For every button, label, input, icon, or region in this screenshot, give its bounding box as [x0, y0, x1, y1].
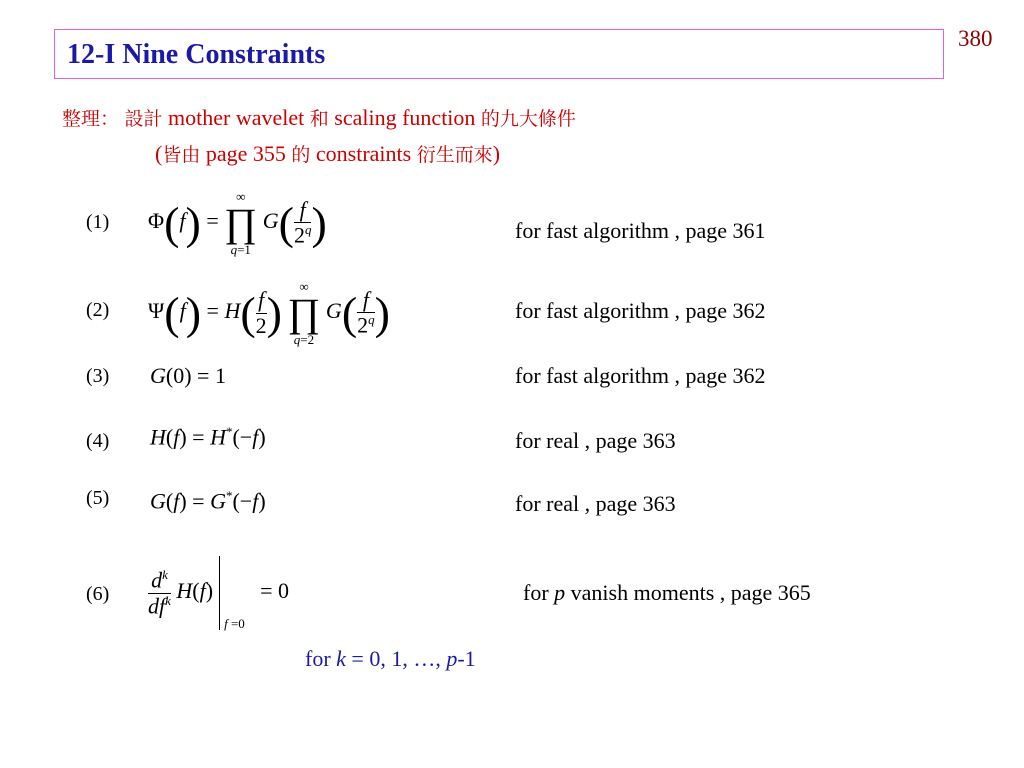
page-title: 12-I Nine Constraints: [67, 39, 326, 70]
constraint-note-6: for p vanish moments , page 365: [523, 580, 811, 605]
title-box: [54, 29, 944, 79]
constraint-note-3: for fast algorithm , page 362: [515, 363, 766, 388]
constraint-note-5: for real , page 363: [515, 491, 676, 516]
constraint-number-2: (2): [86, 299, 110, 321]
constraint-note-1: for fast algorithm , page 361: [515, 218, 766, 243]
constraint-number-4: (4): [86, 430, 110, 452]
formula-3: G(0) = 1: [150, 363, 226, 388]
moment-range-note: for k = 0, 1, …, p-1: [305, 646, 476, 671]
constraint-number-5: (5): [86, 487, 110, 509]
formula-5: G(f) = G*(−f): [150, 488, 266, 514]
formula-6: $\frac{d^k}{df^k}$ H(f) = 0 f =0: [148, 556, 300, 630]
formula-1: Φ(f) = ∞ ∏ q=1 G( $\frac{f}{2^q}$ ): [148, 189, 327, 257]
formula-4: H(f) = H*(−f): [150, 424, 266, 450]
constraint-number-1: (1): [86, 211, 110, 233]
constraint-number-3: (3): [86, 365, 110, 387]
constraint-number-6: (6): [86, 583, 110, 605]
summary-line-2: (皆由 page 355 的 constraints 衍生而來): [155, 141, 501, 166]
constraint-note-4: for real , page 363: [515, 428, 676, 453]
formula-2: Ψ(f) = H( $\frac{f}{2}$ ) ∞ ∏ q=2 G( $\frac{f}{2^q}$ ): [148, 279, 390, 347]
constraint-note-2: for fast algorithm , page 362: [515, 298, 766, 323]
page-number: 380: [958, 26, 993, 51]
summary-label: 整理：: [62, 108, 120, 130]
summary-line-1: 整理： 設計 mother wavelet 和 scaling function 的九大條件: [62, 105, 576, 130]
